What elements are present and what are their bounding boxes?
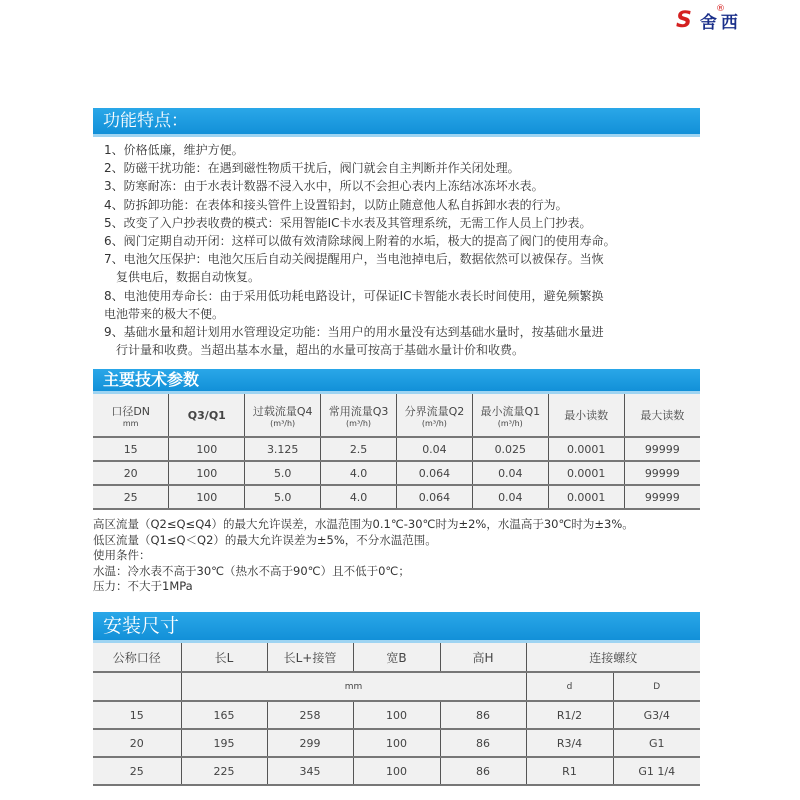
column-header: 公称口径 xyxy=(93,643,181,672)
header-unit: mm xyxy=(122,418,139,428)
feature-item: 5、改变了入户抄表收费的模式：采用智能IC卡水表及其管理系统，无需工作人员上门抄表。 xyxy=(104,215,592,230)
table-cell: R1/2 xyxy=(526,701,613,729)
table-cell: 25 xyxy=(93,757,181,785)
note-line: 压力：不大于1MPa xyxy=(93,579,193,593)
unit-cell: mm xyxy=(181,672,526,701)
column-header xyxy=(169,394,245,437)
table-cell: 100 xyxy=(169,437,245,461)
table-row xyxy=(93,729,700,757)
logo-mark-icon: S xyxy=(676,8,692,33)
feature-item: 电池带来的极大不便。 xyxy=(104,306,225,321)
table-row xyxy=(93,461,700,485)
table-cell: 99999 xyxy=(624,437,700,461)
features-title: 功能特点： xyxy=(103,111,188,131)
note-line: 低区流量（Q1≤Q＜Q2）的最大允许误差为±5%，不分水温范围。 xyxy=(93,532,437,547)
feature-item: 复供电后，数据自动恢复。 xyxy=(116,270,261,285)
table-cell: 0.0001 xyxy=(548,461,624,485)
table-cell: 4.0 xyxy=(321,461,397,485)
table-cell: 100 xyxy=(353,701,440,729)
table-cell: 195 xyxy=(181,729,267,757)
table-cell: 0.0001 xyxy=(548,437,624,461)
table-cell: 5.0 xyxy=(245,461,321,485)
table-cell: 86 xyxy=(440,701,526,729)
features-list xyxy=(104,141,694,359)
column-header xyxy=(472,394,548,437)
feature-item: 7、电池欠压保护：电池欠压后自动关阀提醒用户，当电池掉电后，数据依然可以被保存。当恢 xyxy=(104,252,604,267)
install-table xyxy=(93,643,700,786)
table-cell: 0.0001 xyxy=(548,485,624,509)
table-cell: 20 xyxy=(93,729,181,757)
column-header: 高H xyxy=(440,643,526,672)
table-row xyxy=(93,757,700,785)
table-cell: 299 xyxy=(267,729,353,757)
feature-item: 9、基础水量和超计划用水管理设定功能：当用户的用水量没有达到基础水量时，按基础水量进 xyxy=(104,325,604,340)
table-row xyxy=(93,701,700,729)
table-cell: 100 xyxy=(169,485,245,509)
specs-notes xyxy=(93,517,634,595)
table-cell: 15 xyxy=(93,437,169,461)
column-header xyxy=(245,394,321,437)
table-cell: 345 xyxy=(267,757,353,785)
column-header: 连接螺纹 xyxy=(526,643,700,672)
note-line: 使用条件： xyxy=(93,548,151,562)
table-cell: 25 xyxy=(93,485,169,509)
feature-item: 3、防寒耐冻：由于水表计数器不浸入水中，所以不会担心表内上冻结冰冻坏水表。 xyxy=(104,179,544,194)
table-header-row xyxy=(93,643,700,672)
table-cell: G1 1/4 xyxy=(613,757,700,785)
feature-item: 1、价格低廉，维护方便。 xyxy=(104,143,244,157)
table-cell: 165 xyxy=(181,701,267,729)
table-cell: 15 xyxy=(93,701,181,729)
table-cell: 0.064 xyxy=(397,461,473,485)
table-cell: 86 xyxy=(440,757,526,785)
registered-mark: ® xyxy=(716,4,725,14)
specs-table xyxy=(93,394,700,510)
column-header xyxy=(93,394,169,437)
table-cell: 4.0 xyxy=(321,485,397,509)
header-label: 最小流量Q1 xyxy=(480,404,541,418)
header-label: Q3/Q1 xyxy=(187,408,226,422)
header-label: 最小读数 xyxy=(564,409,609,422)
brand-logo xyxy=(676,4,742,33)
feature-item: 4、防拆卸功能：在表体和接头管件上设置铅封，以防止随意他人私自拆卸水表的行为。 xyxy=(104,197,568,212)
feature-item: 2、防磁干扰功能：在遇到磁性物质干扰后，阀门就会自主判断并作关闭处理。 xyxy=(104,161,520,176)
features-header xyxy=(93,108,700,137)
brand-name: 舍西 xyxy=(699,13,742,33)
table-cell: R1 xyxy=(526,757,613,785)
header-label: 口径DN xyxy=(111,404,151,418)
header-label: 过载流量Q4 xyxy=(252,404,313,418)
table-cell: 0.025 xyxy=(472,437,548,461)
sub-header: D xyxy=(613,672,700,701)
column-header: 长L+接管 xyxy=(267,643,353,672)
sub-header: d xyxy=(526,672,613,701)
table-cell: 0.064 xyxy=(397,485,473,509)
column-header: 长L xyxy=(181,643,267,672)
column-header: 宽B xyxy=(353,643,440,672)
header-unit: (m³/h) xyxy=(497,418,523,428)
table-cell: 0.04 xyxy=(472,461,548,485)
table-row xyxy=(93,485,700,509)
feature-item: 行计量和收费。当超出基本水量，超出的水量可按高于基础水量计价和收费。 xyxy=(116,343,525,358)
header-unit: (m³/h) xyxy=(421,418,447,428)
header-label: 最大读数 xyxy=(640,409,685,422)
note-line: 高区流量（Q2≤Q≤Q4）的最大允许误差，水温范围为0.1℃-30℃时为±2%，水温高于30℃时为±3%。 xyxy=(93,517,634,531)
table-cell: 99999 xyxy=(624,485,700,509)
feature-item: 6、阀门定期自动开闭：这样可以做有效清除球阀上附着的水垢，极大的提高了阀门的使用寿命。 xyxy=(104,234,616,249)
table-cell: 100 xyxy=(353,729,440,757)
table-cell: 3.125 xyxy=(245,437,321,461)
table-cell: 258 xyxy=(267,701,353,729)
table-row xyxy=(93,437,700,461)
column-header xyxy=(321,394,397,437)
table-cell: 100 xyxy=(169,461,245,485)
install-title: 安装尺寸 xyxy=(103,615,180,637)
header-label: 分界流量Q2 xyxy=(404,404,465,418)
column-header xyxy=(548,394,624,437)
note-line: 水温：冷水表不高于30℃（热水不高于90℃）且不低于0℃； xyxy=(93,563,410,578)
table-cell: 86 xyxy=(440,729,526,757)
header-label: 常用流量Q3 xyxy=(328,404,389,418)
table-cell: 225 xyxy=(181,757,267,785)
unit-row xyxy=(93,672,700,701)
table-cell: 0.04 xyxy=(397,437,473,461)
specs-title: 主要技术参数 xyxy=(103,370,200,389)
table-cell: 0.04 xyxy=(472,485,548,509)
table-cell: 99999 xyxy=(624,461,700,485)
table-cell: R3/4 xyxy=(526,729,613,757)
header-unit: (m³/h) xyxy=(346,418,372,428)
header-unit: (m³/h) xyxy=(270,418,296,428)
table-cell: 20 xyxy=(93,461,169,485)
column-header xyxy=(624,394,700,437)
empty-cell xyxy=(93,672,181,701)
install-header xyxy=(93,612,700,643)
table-cell: 2.5 xyxy=(321,437,397,461)
table-cell: G3/4 xyxy=(613,701,700,729)
table-cell: 5.0 xyxy=(245,485,321,509)
specs-header xyxy=(93,369,700,394)
feature-item: 8、电池使用寿命长：由于采用低功耗电路设计，可保证IC卡智能水表长时间使用，避免频繁换 xyxy=(104,288,604,303)
table-header-row xyxy=(93,394,700,437)
column-header xyxy=(397,394,473,437)
table-cell: 100 xyxy=(353,757,440,785)
table-cell: G1 xyxy=(613,729,700,757)
